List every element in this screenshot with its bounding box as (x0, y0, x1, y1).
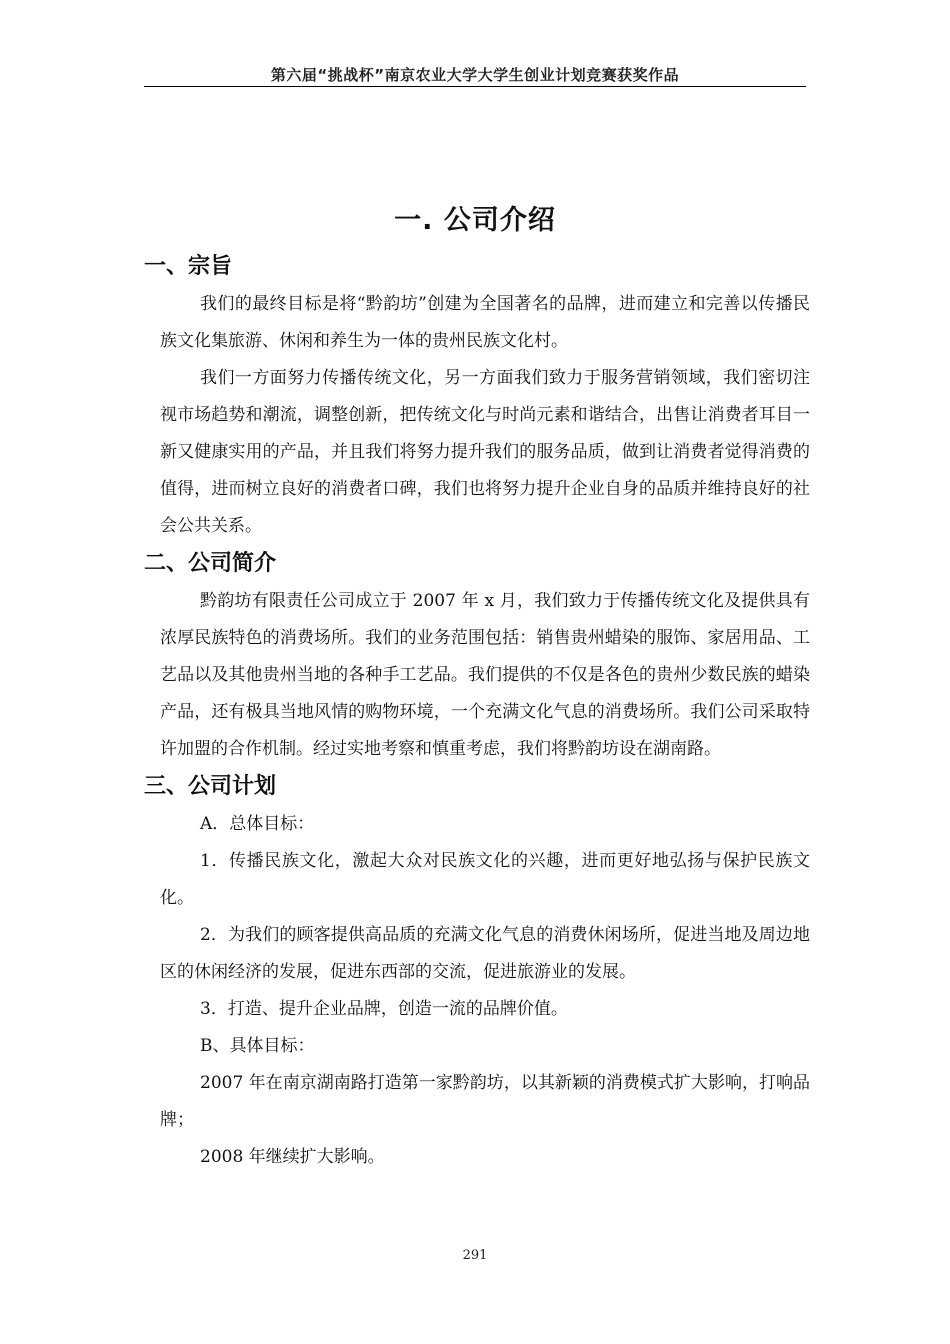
document-body (144, 248, 810, 1176)
plan-goal-1: 1．传播民族文化，激起大众对民族文化的兴趣，进而更好地弘扬与保护民族文化。 (160, 851, 810, 908)
page-title: 一. 公司介绍 (394, 205, 556, 236)
header-title: 第六届“挑战杯”南京农业大学大学生创业计划竞赛获奖作品 (270, 66, 680, 84)
plan-specific-goal-2008: 2008 年继续扩大影响。 (200, 1147, 385, 1167)
plan-specific-goal-2007: 2007 年在南京湖南路打造第一家黔韵坊，以其新颖的消费模式扩大影响，打响品牌； (160, 1073, 810, 1130)
plan-goal-2: 2．为我们的顾客提供高品质的充满文化气息的消费休闲场所，促进当地及周边地区的休闲经济的发展，促进东西部的交流，促进旅游业的发展。 (160, 925, 810, 982)
section-heading-purpose: 一、宗旨 (144, 254, 233, 279)
purpose-paragraph-1: 我们的最终目标是将“黔韵坊”创建为全国著名的品牌，进而建立和完善以传播民族文化集旅游、休闲和养生为一体的贵州民族文化村。 (160, 294, 810, 351)
plan-goal-3: 3．打造、提升企业品牌，创造一流的品牌价值。 (200, 999, 568, 1019)
page-number: 291 (462, 1248, 488, 1263)
page-header (144, 60, 806, 87)
purpose-paragraph-2: 我们一方面努力传播传统文化，另一方面我们致力于服务营销领域，我们密切注视市场趋势和潮流，调整创新，把传统文化与时尚元素和谐结合，出售让消费者耳目一新又健康实用的产品，并且我们将努力提升我们的服务品质，做到让消费者觉得消费的值得，进而树立良好的消费者口碑，我们也将努力提升企业自身的品质并维持良好的社会公共关系。 (160, 368, 810, 536)
plan-specific-goals-label: B、具体目标： (200, 1036, 315, 1056)
section-heading-company-profile: 二、公司简介 (144, 551, 277, 576)
section-heading-company-plan: 三、公司计划 (144, 774, 277, 799)
plan-overall-goals-label: A．总体目标： (200, 814, 315, 834)
company-profile-paragraph: 黔韵坊有限责任公司成立于 2007 年 x 月，我们致力于传播传统文化及提供具有浓厚民族特色的消费场所。我们的业务范围包括：销售贵州蜡染的服饰、家居用品、工艺品以及其他贵州当地的各种手工艺品。我们提供的不仅是各色的贵州少数民族的蜡染产品，还有极具当地风情的购物环境，一个充满文化气息的消费场所。我们公司采取特许加盟的合作机制。经过实地考察和慎重考虑，我们将黔韵坊设在湖南路。 (160, 591, 810, 759)
